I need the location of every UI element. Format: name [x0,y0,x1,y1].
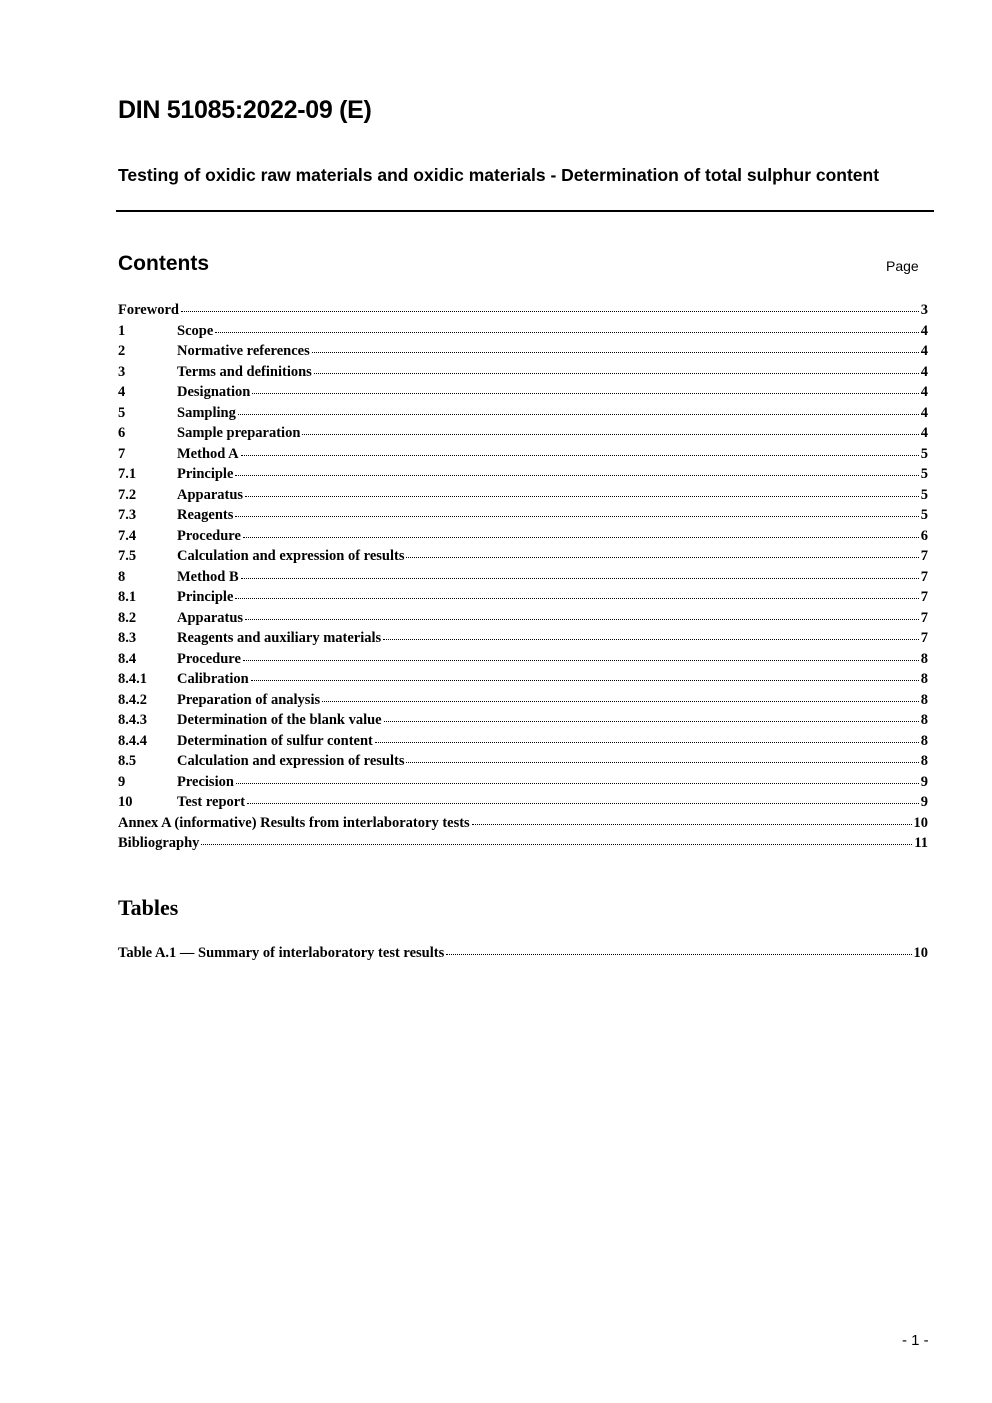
dot-leader [235,598,918,599]
toc-entry-page: 6 [920,527,928,544]
toc-entry-label: Scope [177,322,214,339]
toc-entry-page: 8 [920,691,928,708]
dot-leader [322,701,919,702]
toc-entry-number: 6 [118,425,126,441]
toc-entry[interactable] [118,567,928,588]
toc-entry-page: 9 [920,773,928,790]
dot-leader [251,680,919,681]
toc-entry-label: Principle [177,589,234,605]
toc-entry-number: 7.4 [118,527,137,544]
toc-entry-label: Precision [177,773,234,790]
toc-entry-number: 10 [118,794,133,810]
toc-entry-page: 5 [920,507,928,523]
toc-entry-label: Test report [177,794,246,810]
toc-entry-number: 7 [118,445,126,462]
toc-entry-number: 7.2 [118,486,137,503]
dot-leader [383,639,919,640]
document-id: DIN 51085:2022-09 (E) [118,96,372,124]
toc-entry-label: Apparatus [177,486,244,503]
toc-entry-number: 8.1 [118,589,137,605]
toc-entry[interactable] [118,382,928,403]
toc-entry-label: Terms and definitions [177,363,312,380]
toc-entry[interactable] [118,444,928,465]
toc-entry-label: Normative references [177,343,310,359]
toc-entry-label: Apparatus [177,609,244,626]
toc-entry-page: 8 [920,650,928,667]
toc-entry-number: 7.3 [118,507,137,523]
dot-leader [235,475,918,476]
toc-entry-page: 7 [920,548,928,564]
toc-entry-number: 8.4.4 [118,732,147,749]
dot-leader [181,311,919,312]
toc-entry-label: Procedure [177,650,241,667]
toc-entry[interactable] [118,833,928,854]
dot-leader [243,537,919,538]
toc-entry-label: Foreword [118,302,179,318]
toc-entry-label: Calculation and expression of results [177,753,405,769]
toc-entry-page: 8 [920,753,928,769]
toc-entry[interactable] [118,485,928,506]
dot-leader [375,742,919,743]
toc-entry-label: Preparation of analysis [177,691,321,708]
toc-entry-label: Method A [177,445,239,462]
title-divider [116,210,934,212]
toc-entry[interactable] [118,403,928,424]
toc-entry-page: 4 [920,363,928,380]
toc-entry[interactable] [118,792,928,813]
toc-entry[interactable] [118,813,928,834]
toc-entry-page: 4 [920,404,928,421]
dot-leader [243,660,919,661]
toc-entry-page: 11 [914,835,928,851]
dot-leader [241,455,919,456]
toc-entry-label: Bibliography [118,835,200,851]
toc-entry[interactable] [118,587,928,608]
dot-leader [312,352,919,353]
toc-entry-label: Calibration [177,671,249,687]
toc-entry-page: 7 [920,568,928,585]
toc-entry-page: 8 [920,712,928,728]
toc-entry-number: 8.4.2 [118,691,147,708]
dot-leader [446,954,911,955]
toc-entry-number: 8.5 [118,753,137,769]
toc-entry-number: 5 [118,404,126,421]
toc-entry[interactable] [118,546,928,567]
dot-leader [236,783,919,784]
toc-entry-page: 8 [920,732,928,749]
dot-leader [201,844,912,845]
toc-entry-label: Designation [177,384,251,400]
toc-entry-label: Procedure [177,527,241,544]
toc-entry-number: 8.2 [118,609,137,626]
dot-leader [252,393,918,394]
dot-leader [215,332,919,333]
toc-entry-number: 8.4 [118,650,137,667]
dot-leader [384,721,919,722]
toc-entry-page: 3 [920,302,928,318]
toc-entry[interactable] [118,649,928,670]
toc-entry[interactable] [118,526,928,547]
toc-entry[interactable] [118,608,928,629]
document-title: Testing of oxidic raw materials and oxidic materials - Determination of total sulphur content [118,165,880,185]
toc-entry[interactable] [118,423,928,444]
toc-entry[interactable] [118,362,928,383]
toc-entry[interactable] [118,321,928,342]
toc-entry-label: Calculation and expression of results [177,548,405,564]
toc-entry-label: Reagents and auxiliary materials [177,630,382,646]
contents-heading: Contents [118,252,209,275]
dot-leader [406,762,918,763]
dot-leader [406,557,918,558]
dot-leader [302,434,918,435]
table-of-contents [118,300,928,854]
list-of-tables [118,943,928,964]
toc-entry-label: Annex A (informative) Results from interlaboratory tests [118,814,470,831]
toc-entry[interactable] [118,341,928,362]
toc-entry[interactable] [118,505,928,526]
toc-entry-label: Table A.1 — Summary of interlaboratory test results [118,945,445,961]
toc-entry-number: 1 [118,322,126,339]
toc-entry[interactable] [118,772,928,793]
toc-entry-number: 3 [118,363,126,380]
toc-entry-number: 4 [118,384,126,400]
dot-leader [245,496,919,497]
toc-entry-page: 4 [920,322,928,339]
toc-entry-label: Sampling [177,404,236,421]
toc-entry-label: Reagents [177,507,234,523]
page-column-label: Page [886,258,919,274]
toc-entry-label: Determination of sulfur content [177,732,373,749]
toc-entry-number: 7.1 [118,466,137,482]
toc-entry-page: 5 [920,486,928,503]
toc-entry[interactable] [118,731,928,752]
toc-entry-number: 2 [118,343,126,359]
toc-entry-label: Sample preparation [177,425,301,441]
toc-entry-number: 8.4.1 [118,671,147,687]
dot-leader [247,803,919,804]
dot-leader [238,414,919,415]
dot-leader [235,516,918,517]
toc-entry-page: 4 [920,343,928,359]
tables-heading: Tables [118,895,179,920]
toc-entry-number: 7.5 [118,548,137,564]
toc-entry-page: 10 [913,945,928,961]
toc-entry[interactable] [118,751,928,772]
dot-leader [472,824,912,825]
toc-entry-page: 9 [920,794,928,810]
dot-leader [241,578,919,579]
toc-entry[interactable] [118,690,928,711]
toc-entry-page: 4 [920,384,928,400]
toc-entry-label: Determination of the blank value [177,712,382,728]
toc-entry[interactable] [118,300,928,321]
toc-entry-page: 7 [920,609,928,626]
toc-entry[interactable] [118,943,928,964]
toc-entry-page: 10 [913,814,928,831]
dot-leader [245,619,919,620]
toc-entry-page: 4 [920,425,928,441]
toc-entry-label: Principle [177,466,234,482]
toc-entry-page: 8 [920,671,928,687]
toc-entry-number: 8.3 [118,630,137,646]
toc-entry-page: 7 [920,630,928,646]
toc-entry-label: Method B [177,568,239,585]
toc-entry-number: 8 [118,568,126,585]
page-number: - 1 - [902,1332,929,1349]
toc-entry-page: 7 [920,589,928,605]
toc-entry[interactable] [118,710,928,731]
dot-leader [314,373,919,374]
toc-entry-number: 9 [118,773,126,790]
toc-entry[interactable] [118,628,928,649]
toc-entry[interactable] [118,669,928,690]
toc-entry-page: 5 [920,445,928,462]
toc-entry-page: 5 [920,466,928,482]
toc-entry-number: 8.4.3 [118,712,147,728]
toc-entry[interactable] [118,464,928,485]
